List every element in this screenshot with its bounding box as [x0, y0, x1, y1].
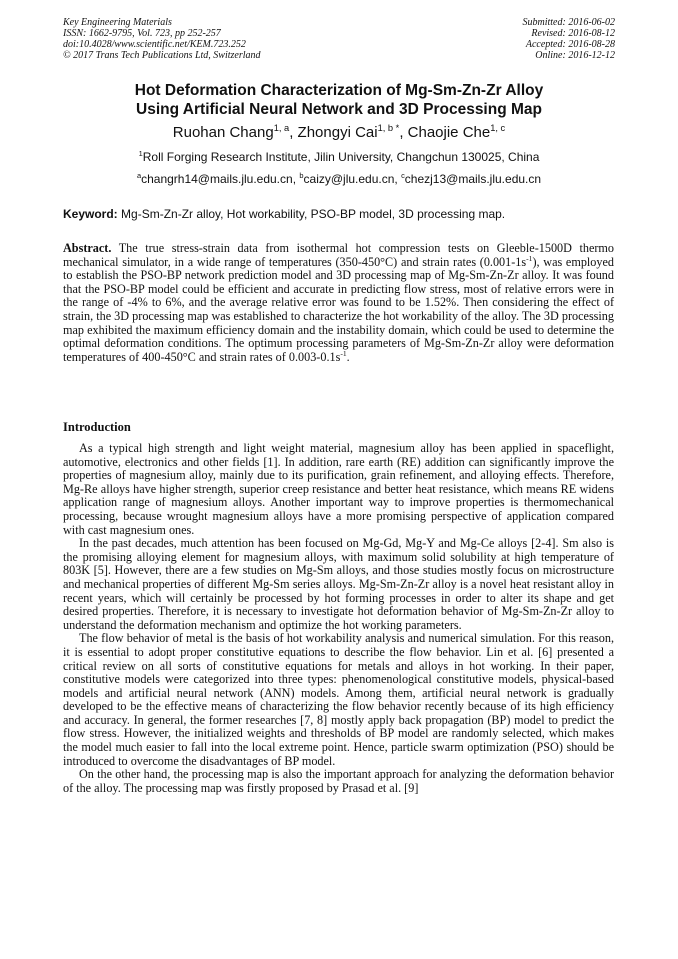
- keyword-text: Mg-Sm-Zn-Zr alloy, Hot workability, PSO-BP model, 3D processing map.: [121, 207, 506, 221]
- paper-title-line-1: Hot Deformation Characterization of Mg-Sm-Zn-Zr Alloy: [134, 82, 544, 99]
- date-revised: Revised: 2016-08-12: [531, 28, 615, 39]
- paragraph: The flow behavior of metal is the basis of hot workability analysis and numerical simulation. For this reason, it is essential to adopt proper constitutive equations to describe the flow behavior. Lin et al. [6] presented a critical review on all sorts of constitutive equations for metals and alloys in hot working. In their paper, constitutive models were categorized into three types: phenomenological constitutive models, physical-based models and artificial neural network (ANN) models. Among them, artificial neural network is gradually developed to be the effective means of characterizing the flow behavior recently because of its high efficiency and accuracy. In general, the former researches [7, 8] mostly apply back propagation (BP) model to predict the flow stress. However, the initialized weights and thresholds of BP model are randomly selected, which makes the model much easier to fall into the local extreme point. Hence, particle swarm optimization (PSO) should be introduced to overcome the disadvantages of BP model.: [63, 631, 614, 768]
- affiliation-mark: 1: [138, 149, 143, 158]
- author-list: Ruohan Chang$^{1, a}$, Zhongyi Cai$^{1, b *}$, Chaojie Che$^{1, c}$: [172, 123, 506, 141]
- author-name: Ruohan Chang: [172, 124, 274, 141]
- journal-doi[interactable]: doi:10.4028/www.scientific.net/KEM.723.252: [63, 39, 246, 50]
- date-online: Online: 2016-12-12: [535, 50, 615, 61]
- email-link[interactable]: changrh14@mails.jlu.edu.cn: [141, 172, 293, 186]
- author-emails: $^a$changrh14@mails.jlu.edu.cn, $^b$caizy@jlu.edu.cn, $^c$chezj13@mails.jlu.edu.cn: [136, 171, 542, 186]
- abstract: [63, 242, 614, 364]
- unit-exponent: -1: [526, 253, 533, 263]
- author-name: Chaojie Che: [407, 124, 491, 141]
- email-mark: b: [299, 171, 304, 180]
- affiliation-text: Roll Forging Research Institute, Jilin University, Changchun 130025, China: [142, 150, 540, 164]
- email-link[interactable]: chezj13@mails.jlu.edu.cn: [404, 172, 542, 186]
- abstract-text: .: [346, 349, 350, 364]
- journal-info: [63, 17, 261, 61]
- date-accepted: Accepted: 2016-08-28: [525, 39, 615, 50]
- author-name: Zhongyi Cai: [297, 124, 378, 141]
- author-affiliation-mark: 1, c: [490, 123, 506, 133]
- abstract-text: The true stress-strain data from isothermal hot compression tests on Gleeble-1500D thermo mechanical simulator, in a wide range of temperatures (350-450°C) and strain rates (0.001-1s: [63, 241, 614, 269]
- affiliation: [63, 150, 615, 165]
- paragraph: In the past decades, much attention has been focused on Mg-Gd, Mg-Y and Mg-Ce alloys [2-4]. Sm also is the promising alloying element for magnesium alloys, with maximum solid solubility at high temperature of 803K [5]. However, there are a few studies on Mg-Sm alloys, and those studies mostly focus on microstructure and mechanical properties of different Mg-Sm series alloys. Mg-Sm-Zn-Zr alloy is a novel heat resistant alloy in recent years, which will certainly be processed by hot forming processes in order to alter its shape and get desired properties. Therefore, it is necessary to investigate hot deformation behavior of Mg-Sm-Zn-Zr alloy to understand the deformation mechanism and optimize the hot working parameters.: [63, 536, 614, 632]
- keyword-label: Keyword:: [63, 207, 118, 221]
- abstract-label: Abstract.: [63, 241, 112, 255]
- paragraph: On the other hand, the processing map is also the important approach for analyzing the deformation behavior of the alloy. The processing map was firstly proposed by Prasad et al. [9]: [63, 767, 614, 795]
- keywords: [63, 207, 615, 222]
- paper-title-line-2: Using Artificial Neural Network and 3D Processing Map: [136, 101, 542, 118]
- email-link[interactable]: caizy@jlu.edu.cn: [303, 172, 395, 186]
- introduction-body: [63, 442, 614, 795]
- paragraph: As a typical high strength and light weight material, magnesium alloy has been applied in spaceflight, automotive, electronics and other fields [1]. In addition, rare earth (RE) addition can significantly improve the properties of magnesium alloy, mainly due to its purification, grain refinement, and alloying effects. Therefore, Mg-Re alloys have higher strength, superior creep resistance and better heat resistance, which means RE widens application range of magnesium alloys. Another important way to improve properties is thermomechanical processing, because wrought magnesium alloys have a more promising perspective of application compared with cast magnesium ones.: [63, 441, 614, 537]
- journal-issn: ISSN: 1662-9795, Vol. 723, pp 252-257: [63, 28, 221, 39]
- journal-copyright: © 2017 Trans Tech Publications Ltd, Switzerland: [63, 50, 261, 61]
- email-mark: a: [136, 171, 142, 180]
- unit-exponent: -1: [340, 348, 347, 358]
- submission-dates: [523, 17, 616, 61]
- paper-title: [63, 81, 615, 119]
- email-mark: c: [401, 171, 405, 180]
- author-affiliation-mark: 1, b *: [377, 123, 400, 133]
- section-heading-introduction: Introduction: [63, 420, 131, 434]
- author-affiliation-mark: 1, a: [273, 123, 290, 133]
- journal-name: Key Engineering Materials: [63, 17, 172, 28]
- date-submitted: Submitted: 2016-06-02: [522, 17, 615, 28]
- abstract-text: ), was employed to establish the PSO-BP network prediction model and 3D processing map of Mg-Sm-Zn-Zr alloy. It was found that the PSO-BP model could be efficient and accurate in predicting flow stress, most of relative errors were in the range of -4% to 6%, and the average relative error was found to be 1.52%. Then considering the effect of strain, the 3D processing map was established to characterize the hot workability of the alloy. The 3D processing map exhibited the maximum efficiency domain and the instability domain, which could be used to determine the optimal deformation conditions. The optimum processing parameters of Mg-Sm-Zn-Zr alloy were deformation temperatures of 400-450°C and strain rates of 0.003-0.1s: [63, 254, 614, 364]
